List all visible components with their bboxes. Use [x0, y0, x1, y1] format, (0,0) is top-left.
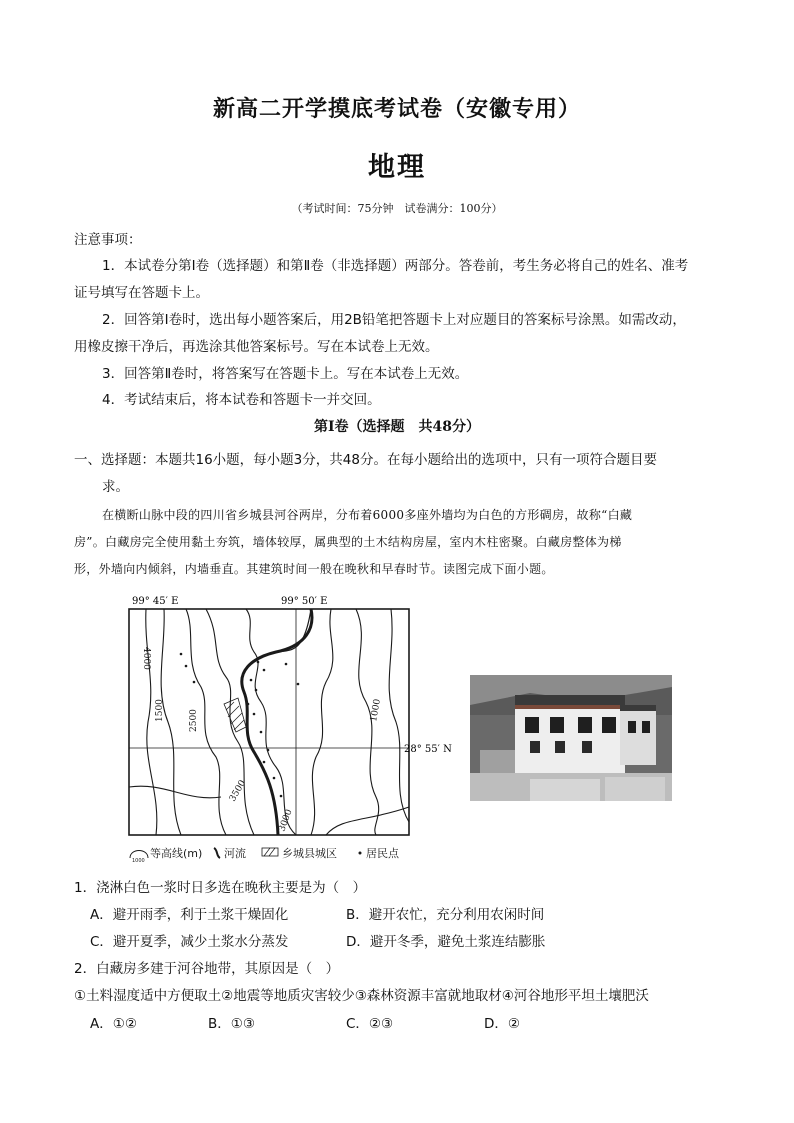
section-instruction: 一、选择题：本题共16小题，每小题3分，共48分。在每小题给出的选项中，只有一项符合题目要: [74, 452, 657, 468]
notice-item: 2．回答第Ⅰ卷时，选出每小题答案后，用2B铅笔把答题卡上对应题目的答案标号涂黑。如需改动，: [102, 312, 686, 328]
contour-label: 1000: [369, 698, 383, 723]
answer-option: D．避开冬季，避免土浆连结膨胀: [346, 934, 546, 950]
legend-county: 乡城县城区: [282, 847, 337, 860]
section-title: 第Ⅰ卷（选择题 共48分）: [313, 419, 481, 435]
legend-contour-sample: 1000: [132, 858, 145, 862]
answer-option: A．避开雨季，利于土浆干燥固化: [90, 907, 289, 923]
notice-item: 用橡皮擦干净后，再选涂其他答案标号。写在本试卷上无效。: [74, 339, 439, 355]
passage-line: 形，外墙向内倾斜，内墙垂直。其建筑时间一般在晚秋和早春时节。读图完成下面小题。: [74, 562, 554, 576]
section-instruction: 求。: [102, 479, 129, 495]
question-stem: 2．白藏房多建于河谷地带，其原因是（ ）: [74, 961, 340, 977]
subject-title: 地理: [368, 152, 426, 183]
exam-title: 新高二开学摸底考试卷（安徽专用）: [212, 96, 581, 122]
question-stem: 1．浇淋白色一浆时日多选在晚秋主要是为（ ）: [74, 880, 367, 896]
notice-item: 证号填写在答题卡上。: [74, 285, 209, 301]
contour-label: 4000: [141, 647, 151, 670]
map-legend: [130, 846, 400, 862]
answer-option: A．①②: [90, 1016, 137, 1032]
passage-line: 房”。白藏房完全使用黏土夯筑，墙体较厚，属典型的土木结构房屋，室内木柱密聚。白藏房整体为梯: [74, 535, 622, 549]
notice-heading: 注意事项：: [74, 232, 142, 248]
contour-label: 1500: [155, 699, 165, 722]
contour-lines: [129, 609, 409, 835]
legend-settlement: 居民点: [366, 847, 399, 860]
river: [242, 609, 312, 835]
question-statements: ①土料湿度适中方便取土②地震等地质灾害较少③森林资源丰富就地取材④河谷地形平坦土壤肥沃: [74, 988, 649, 1004]
county-hatch: [226, 702, 244, 730]
longitude-label-left: 99° 45′ E: [132, 596, 179, 607]
answer-option: B．避开农忙，充分利用农闲时间: [346, 907, 545, 923]
county-area: [224, 698, 246, 732]
legend-river: 河流: [224, 847, 246, 860]
longitude-label-right: 99° 50′ E: [281, 596, 328, 607]
map-frame: [129, 609, 409, 835]
notice-item: 4．考试结束后，将本试卷和答题卡一并交回。: [102, 392, 381, 408]
latitude-label: 28° 55′ N: [404, 744, 452, 755]
contour-label: 3500: [227, 778, 249, 804]
exam-meta: （考试时间：75分钟 试卷满分：100分）: [291, 202, 503, 215]
notice-item: 1．本试卷分第Ⅰ卷（选择题）和第Ⅱ卷（非选择题）两部分。答卷前，考生务必将自己的姓名、准考: [102, 258, 689, 274]
passage-line: 在横断山脉中段的四川省乡城县河谷两岸，分布着6000多座外墙均为白色的方形碉房，故称“白藏: [102, 508, 633, 522]
answer-option: C．避开夏季，减少土浆水分蒸发: [90, 934, 289, 950]
contour-label: 3000: [277, 808, 295, 834]
answer-option: D．②: [484, 1016, 520, 1032]
answer-option: C．②③: [346, 1016, 394, 1032]
legend-contour: 等高线(m): [150, 847, 203, 860]
white-tibetan-house-photo: [470, 675, 672, 801]
topographic-map: [126, 592, 476, 862]
contour-label: 2500: [189, 709, 199, 732]
answer-option: B．①③: [208, 1016, 255, 1032]
notice-item: 3．回答第Ⅱ卷时，将答案写在答题卡上。写在本试卷上无效。: [102, 366, 469, 382]
